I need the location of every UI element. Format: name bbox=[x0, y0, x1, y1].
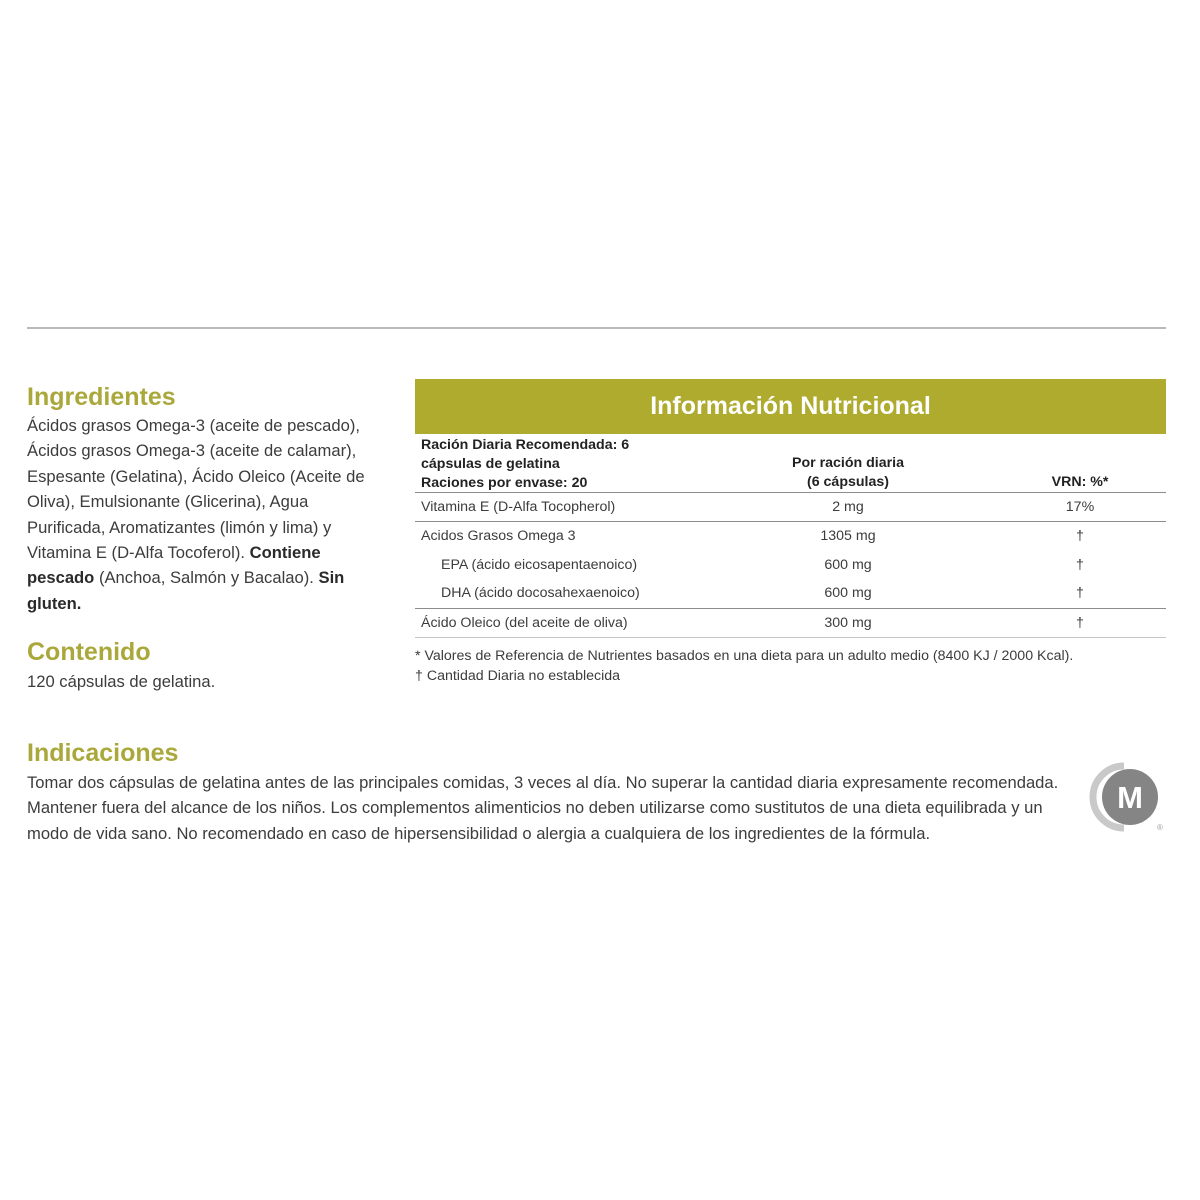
nutrient-amount: 300 mg bbox=[824, 614, 872, 631]
content-text: 120 cápsulas de gelatina. bbox=[27, 672, 216, 691]
per-serving-header-line-2: (6 cápsulas) bbox=[806, 474, 889, 490]
nutrient-vrn: † bbox=[1076, 614, 1084, 631]
table-row bbox=[415, 609, 1166, 638]
footnote-dagger: † Cantidad Diaria no establecida bbox=[415, 668, 621, 684]
ingredients-plain: Ácidos grasos Omega-3 (aceite de pescado), Ácidos grasos Omega-3 (aceite de calamar), Espesante (Gelatina), Ácido Oleico (Aceite de Oliva), Emulsionante (Glicerina), Agua Purificada, Aromatizantes (limón y lima) y Vitamina E (D-Alfa Tocoferol). bbox=[27, 416, 365, 563]
nutrition-header-row bbox=[415, 434, 1166, 493]
top-divider bbox=[27, 327, 1166, 329]
serving-info bbox=[421, 436, 721, 493]
per-serving-header bbox=[763, 454, 933, 492]
ingredients-title: Ingredientes bbox=[27, 383, 176, 411]
serving-info-line-1: Ración Diaria Recomendada: 6 bbox=[421, 437, 630, 453]
nutrient-vrn: † bbox=[1076, 556, 1084, 573]
gluten-free-label: Sin gluten. bbox=[27, 568, 345, 613]
nutrient-name: Ácido Oleico (del aceite de oliva) bbox=[421, 614, 628, 631]
nutrient-name: Acidos Grasos Omega 3 bbox=[421, 528, 576, 545]
nutrient-amount: 1305 mg bbox=[820, 528, 876, 545]
indications-text: Tomar dos cápsulas de gelatina antes de las principales comidas, 3 veces al día. No superar la cantidad diaria expresamente recomendada. Mantener fuera del alcance de los niños. Los complementos alimenticios no deben utilizarse como sustitutos de una dieta equilibrada y un modo de vida sano. No recomendado en caso de hipersensibilidad o alergia a cualquiera de los ingredientes de la fórmula. bbox=[27, 773, 1059, 843]
vrn-header: VRN: %* bbox=[1051, 474, 1109, 490]
nutrient-name: DHA (ácido docosahexaenoico) bbox=[441, 585, 640, 602]
content-title: Contenido bbox=[27, 638, 151, 666]
serving-info-line-3: Raciones por envase: 20 bbox=[421, 475, 588, 491]
footnote-vrn: * Valores de Referencia de Nutrientes basados en una dieta para un adulto medio (8400 KJ / 2000 Kcal). bbox=[415, 648, 1074, 664]
table-row bbox=[415, 522, 1166, 550]
nutrition-footnotes bbox=[415, 646, 1175, 686]
nutrient-name: EPA (ácido eicosapentaenoico) bbox=[441, 556, 638, 573]
logo-letter: M bbox=[1117, 780, 1143, 815]
nutrient-amount: 600 mg bbox=[824, 556, 872, 573]
per-serving-header-line-1: Por ración diaria bbox=[792, 455, 904, 471]
nutrient-amount: 2 mg bbox=[832, 499, 864, 515]
ingredients-fish-warning: Contiene pescado bbox=[27, 543, 321, 588]
nutrition-table bbox=[415, 379, 1166, 638]
nutrient-vrn: 17% bbox=[1065, 499, 1095, 515]
table-row bbox=[415, 579, 1166, 608]
nutrition-title: Información Nutricional bbox=[415, 379, 1166, 434]
nutrient-name: Vitamina E (D-Alfa Tocopherol) bbox=[421, 499, 616, 515]
brand-m-logo-icon bbox=[1086, 762, 1166, 832]
ingredients-fish-list: (Anchoa, Salmón y Bacalao). bbox=[98, 568, 314, 588]
indications-title: Indicaciones bbox=[27, 739, 179, 767]
nutrient-vrn: † bbox=[1076, 585, 1084, 602]
ingredients-text bbox=[27, 413, 372, 616]
nutrient-vrn: † bbox=[1076, 528, 1084, 545]
registered-mark: ® bbox=[1157, 823, 1163, 832]
serving-info-line-2: cápsulas de gelatina bbox=[421, 456, 560, 472]
nutrient-amount: 600 mg bbox=[824, 585, 872, 602]
table-row bbox=[415, 551, 1166, 579]
table-row bbox=[415, 493, 1166, 522]
